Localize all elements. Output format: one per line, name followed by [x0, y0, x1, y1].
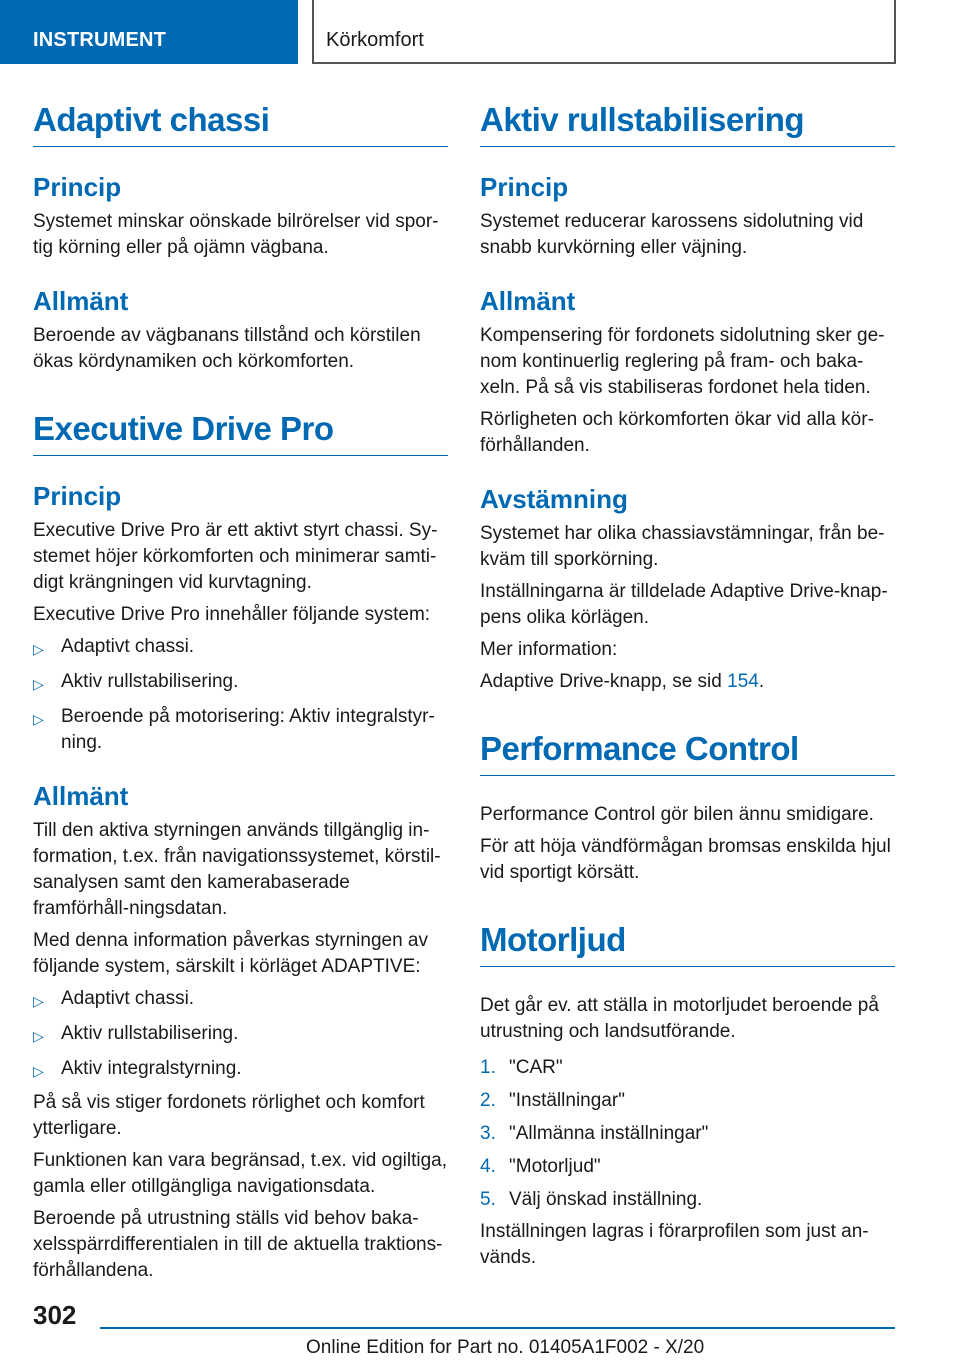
paragraph: Med denna information påverkas styrningen av följande system, särskilt i körläget ADAPTIVE:: [33, 930, 429, 977]
subheading-general: Allmänt: [33, 781, 129, 811]
list-item-text: Beroende på motorisering: Aktiv integralstyr-ning.: [61, 706, 435, 753]
left-column: [33, 100, 448, 1284]
right-column: [480, 100, 895, 1271]
triangle-bullet-icon: ▷: [33, 993, 44, 1009]
step-text: "Inställningar": [509, 1090, 625, 1111]
step-number: 5.: [480, 1189, 496, 1210]
paragraph: Beroende på utrustning ställs vid behov baka-xelsspärrdifferentialen in till de aktuella traktions-förhållandena.: [33, 1208, 443, 1281]
paragraph: Executive Drive Pro innehåller följande system:: [33, 604, 431, 625]
triangle-bullet-icon: ▷: [33, 711, 44, 727]
footer-rule: [100, 1327, 895, 1329]
numbered-steps: [480, 1055, 895, 1213]
header-title-box: [312, 0, 896, 64]
section-executive-drive-pro: [33, 409, 448, 1284]
step-text: Välj önskad inställning.: [509, 1189, 703, 1210]
list-item-text: Adaptivt chassi.: [61, 636, 195, 657]
paragraph: Funktionen kan vara begränsad, t.ex. vid ogiltiga, gamla eller otillgängliga navigationsdata.: [33, 1150, 448, 1197]
triangle-bullet-icon: ▷: [33, 1063, 44, 1079]
step-number: 1.: [480, 1057, 496, 1078]
list-item-text: Aktiv rullstabilisering.: [61, 671, 239, 692]
list-item: [33, 669, 448, 697]
list-item: [33, 634, 448, 662]
page-reference: [480, 669, 895, 695]
page-number: 302: [33, 1300, 77, 1330]
header-section-label: INSTRUMENT: [33, 29, 167, 51]
paragraph: Systemet reducerar karossens sidolutning vid snabb kurvkörning eller väjning.: [480, 211, 864, 258]
subheading-principle: Princip: [33, 481, 122, 511]
paragraph: För att höja vändförmågan bromsas enskilda hjul vid sportigt körsätt.: [480, 836, 891, 883]
heading-executive-drive-pro: Executive Drive Pro: [33, 409, 448, 456]
list-item: [33, 1021, 448, 1049]
list-item: [33, 704, 448, 756]
reference-text: Adaptive Drive-knapp, se sid: [480, 671, 728, 692]
step-item: [480, 1055, 895, 1081]
step-number: 3.: [480, 1123, 496, 1144]
section-engine-sound: [480, 920, 895, 1271]
heading-performance-control: Performance Control: [480, 729, 895, 776]
section-performance-control: [480, 729, 895, 886]
paragraph: Systemet minskar oönskade bilrörelser vid spor-tig körning eller på ojämn vägbana.: [33, 211, 439, 258]
page-reference-link[interactable]: 154: [727, 671, 759, 692]
subheading-principle: Princip: [33, 172, 122, 202]
list-item: [33, 986, 448, 1014]
section-active-roll-stabilization: [480, 100, 895, 695]
bullet-list-systems: [33, 634, 448, 756]
paragraph: Inställningarna är tilldelade Adaptive Drive-knap-pens olika körlägen.: [480, 581, 888, 628]
list-item: [33, 1056, 448, 1084]
triangle-bullet-icon: ▷: [33, 1028, 44, 1044]
subheading-tuning: Avstämning: [480, 484, 628, 514]
paragraph: Inställningen lagras i förarprofilen som just an-vänds.: [480, 1221, 869, 1268]
paragraph: På så vis stiger fordonets rörlighet och komfort ytterligare.: [33, 1092, 425, 1139]
step-number: 4.: [480, 1156, 496, 1177]
step-item: [480, 1121, 895, 1147]
subheading-general: Allmänt: [480, 286, 576, 316]
paragraph: Kompensering för fordonets sidolutning sker ge-nom kontinuerlig reglering på fram- och baka-xeln. På så vis stabiliseras fordonet hela tiden.: [480, 325, 885, 398]
bullet-list-affected: [33, 986, 448, 1084]
paragraph: Till den aktiva styrningen används tillgänglig in-formation, t.ex. från navigationssystemet, körstil-sanalysen samt den kamerabaserade framförhåll-ningsdatan.: [33, 820, 441, 919]
step-item: [480, 1154, 895, 1180]
header-section-tab: [0, 0, 298, 64]
list-item-text: Adaptivt chassi.: [61, 988, 195, 1009]
section-adaptive-chassis: [33, 100, 448, 375]
paragraph: Det går ev. att ställa in motorljudet beroende på utrustning och landsutförande.: [480, 995, 879, 1042]
paragraph: Mer information:: [480, 639, 618, 660]
paragraph: Executive Drive Pro är ett aktivt styrt chassi. Sy-stemet höjer körkomforten och minimerar samti-digt krängningen vid kurvtagning.: [33, 520, 438, 593]
step-text: "Motorljud": [509, 1156, 601, 1177]
paragraph: Rörligheten och körkomforten ökar vid alla kör-förhållanden.: [480, 409, 874, 456]
subheading-principle: Princip: [480, 172, 569, 202]
step-item: [480, 1187, 895, 1213]
paragraph: Beroende av vägbanans tillstånd och körstilen ökas kördynamiken och körkomforten.: [33, 325, 421, 372]
step-item: [480, 1088, 895, 1114]
heading-active-roll-stabilization: Aktiv rullstabilisering: [480, 100, 895, 147]
header-title: Körkomfort: [326, 29, 424, 51]
heading-engine-sound: Motorljud: [480, 920, 895, 967]
reference-end: .: [758, 671, 765, 692]
step-text: "Allmänna inställningar": [509, 1123, 709, 1144]
list-item-text: Aktiv rullstabilisering.: [61, 1023, 239, 1044]
list-item-text: Aktiv integralstyrning.: [61, 1058, 242, 1079]
heading-adaptive-chassis: Adaptivt chassi: [33, 100, 448, 147]
triangle-bullet-icon: ▷: [33, 676, 44, 692]
step-number: 2.: [480, 1090, 496, 1111]
triangle-bullet-icon: ▷: [33, 641, 44, 657]
paragraph: Performance Control gör bilen ännu smidigare.: [480, 804, 874, 825]
paragraph: Systemet har olika chassiavstämningar, från be-kväm till sporkörning.: [480, 523, 885, 570]
footer-edition: Online Edition for Part no. 01405A1F002 - X/20: [306, 1337, 705, 1358]
step-text: "CAR": [509, 1057, 563, 1078]
subheading-general: Allmänt: [33, 286, 129, 316]
